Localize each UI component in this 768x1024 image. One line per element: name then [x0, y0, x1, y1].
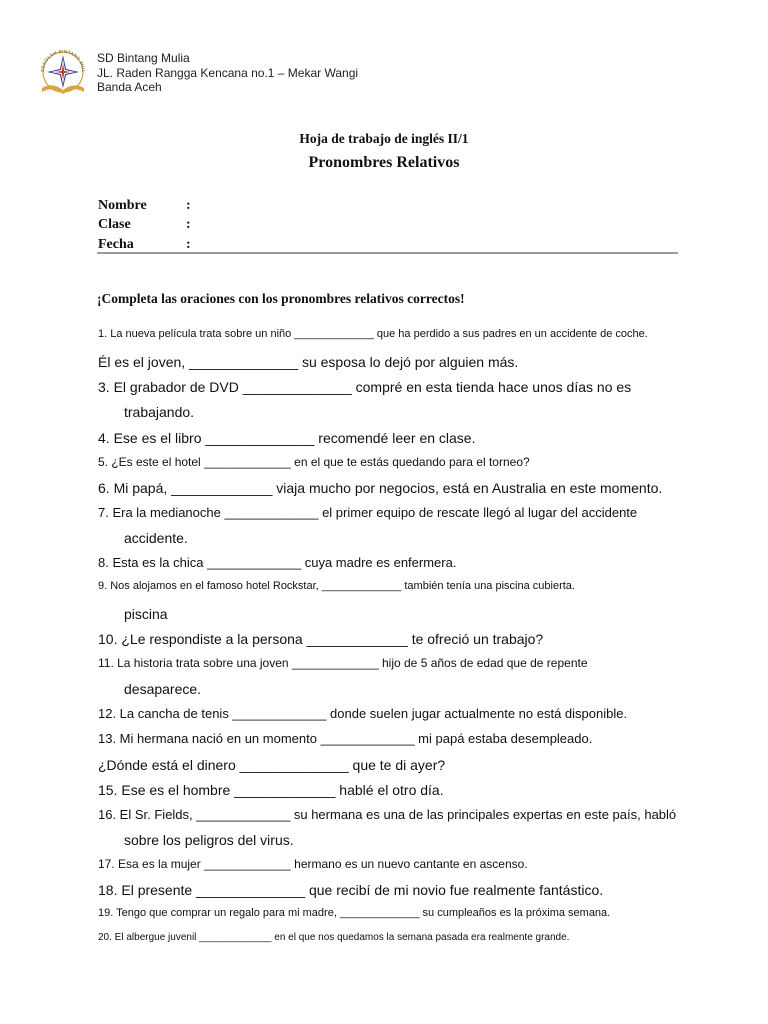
exercise-line-7: 7. Era la medianoche _____________ el primer equipo de rescate llegó al lugar del accidente	[98, 505, 638, 520]
logo-text: SEKOLAH BINTANG MUL	[39, 48, 87, 73]
exercise-line-9-cont: piscina	[124, 606, 168, 622]
school-address: JL. Raden Rangga Kencana no.1 – Mekar Wangi	[97, 65, 359, 80]
field-label: Nombre	[98, 197, 147, 213]
exercise-line-17: 17. Esa es la mujer _____________ hermano es un nuevo cantante en ascenso.	[98, 857, 528, 871]
instruction: ¡Completa las oraciones con los pronombres relativos correctos!	[97, 291, 465, 306]
exercise-line-2: Él es el joven, ______________ su esposa lo dejó por alguien más.	[98, 354, 519, 370]
school-name: SD Bintang Mulia	[97, 51, 190, 65]
field-nombre	[98, 196, 191, 216]
student-fields	[98, 196, 191, 255]
school-city: Banda Aceh	[97, 80, 162, 94]
field-label: Fecha	[98, 236, 134, 252]
exercise-line-16-cont: sobre los peligros del virus.	[124, 832, 294, 848]
exercise-line-4: 4. Ese es el libro ______________ recomendé leer en clase.	[98, 430, 476, 446]
worksheet-title: Hoja de trabajo de inglés II/1	[299, 131, 469, 146]
exercise-line-20: 20. El albergue juvenil _____________ en el que nos quedamos la semana pasada era realmente grande.	[98, 932, 570, 943]
field-colon: :	[186, 197, 191, 213]
exercise-line-10: 10. ¿Le respondiste a la persona _____________ te ofreció un trabajo?	[98, 631, 544, 647]
exercise-line-1: 1. La nueva película trata sobre un niño _____________ que ha perdido a sus padres en un accidente de coche.	[98, 328, 648, 340]
exercise-line-6: 6. Mi papá, _____________ viaja mucho por negocios, está en Australia en este momento.	[98, 480, 663, 496]
field-colon: :	[186, 217, 191, 233]
field-colon: :	[186, 236, 191, 252]
header-divider	[97, 252, 678, 254]
exercise-line-12: 12. La cancha de tenis _____________ donde suelen jugar actualmente no está disponible.	[98, 706, 628, 721]
field-label: Clase	[98, 217, 131, 233]
exercise-line-9: 9. Nos alojamos en el famoso hotel Rockstar, _____________ también tenía una piscina cubierta.	[98, 580, 575, 592]
exercise-line-5: 5. ¿Es este el hotel _____________ en el que te estás quedando para el torneo?	[98, 455, 530, 469]
exercise-line-16: 16. El Sr. Fields, _____________ su hermana es una de las principales expertas en este país, habló	[98, 807, 677, 822]
school-info	[97, 51, 358, 95]
field-clase	[98, 216, 191, 236]
exercise-line-3: 3. El grabador de DVD ______________ compré en esta tienda hace unos días no es	[98, 379, 632, 395]
exercise-line-19: 19. Tengo que comprar un regalo para mi madre, _____________ su cumpleaños es la próxima semana.	[98, 907, 611, 919]
exercise-line-15: 15. Ese es el hombre _____________ hablé el otro día.	[98, 782, 444, 798]
exercise-line-3-cont: trabajando.	[124, 404, 195, 420]
exercise-line-18: 18. El presente ______________ que recibí de mi novio fue realmente fantástico.	[98, 882, 604, 898]
worksheet-subtitle: Pronombres Relativos	[308, 154, 460, 171]
exercise-line-14: ¿Dónde está el dinero ______________ que te di ayer?	[98, 757, 446, 773]
exercise-line-8: 8. Esta es la chica _____________ cuya madre es enfermera.	[98, 555, 457, 570]
exercise-line-7-cont: accidente.	[124, 530, 188, 546]
exercise-line-11-cont: desaparece.	[124, 681, 202, 697]
exercise-line-13: 13. Mi hermana nació en un momento _____________ mi papá estaba desempleado.	[98, 731, 593, 746]
school-crest-icon	[38, 46, 88, 98]
exercise-line-11: 11. La historia trata sobre una joven _____________ hijo de 5 años de edad que de repente	[98, 656, 588, 670]
